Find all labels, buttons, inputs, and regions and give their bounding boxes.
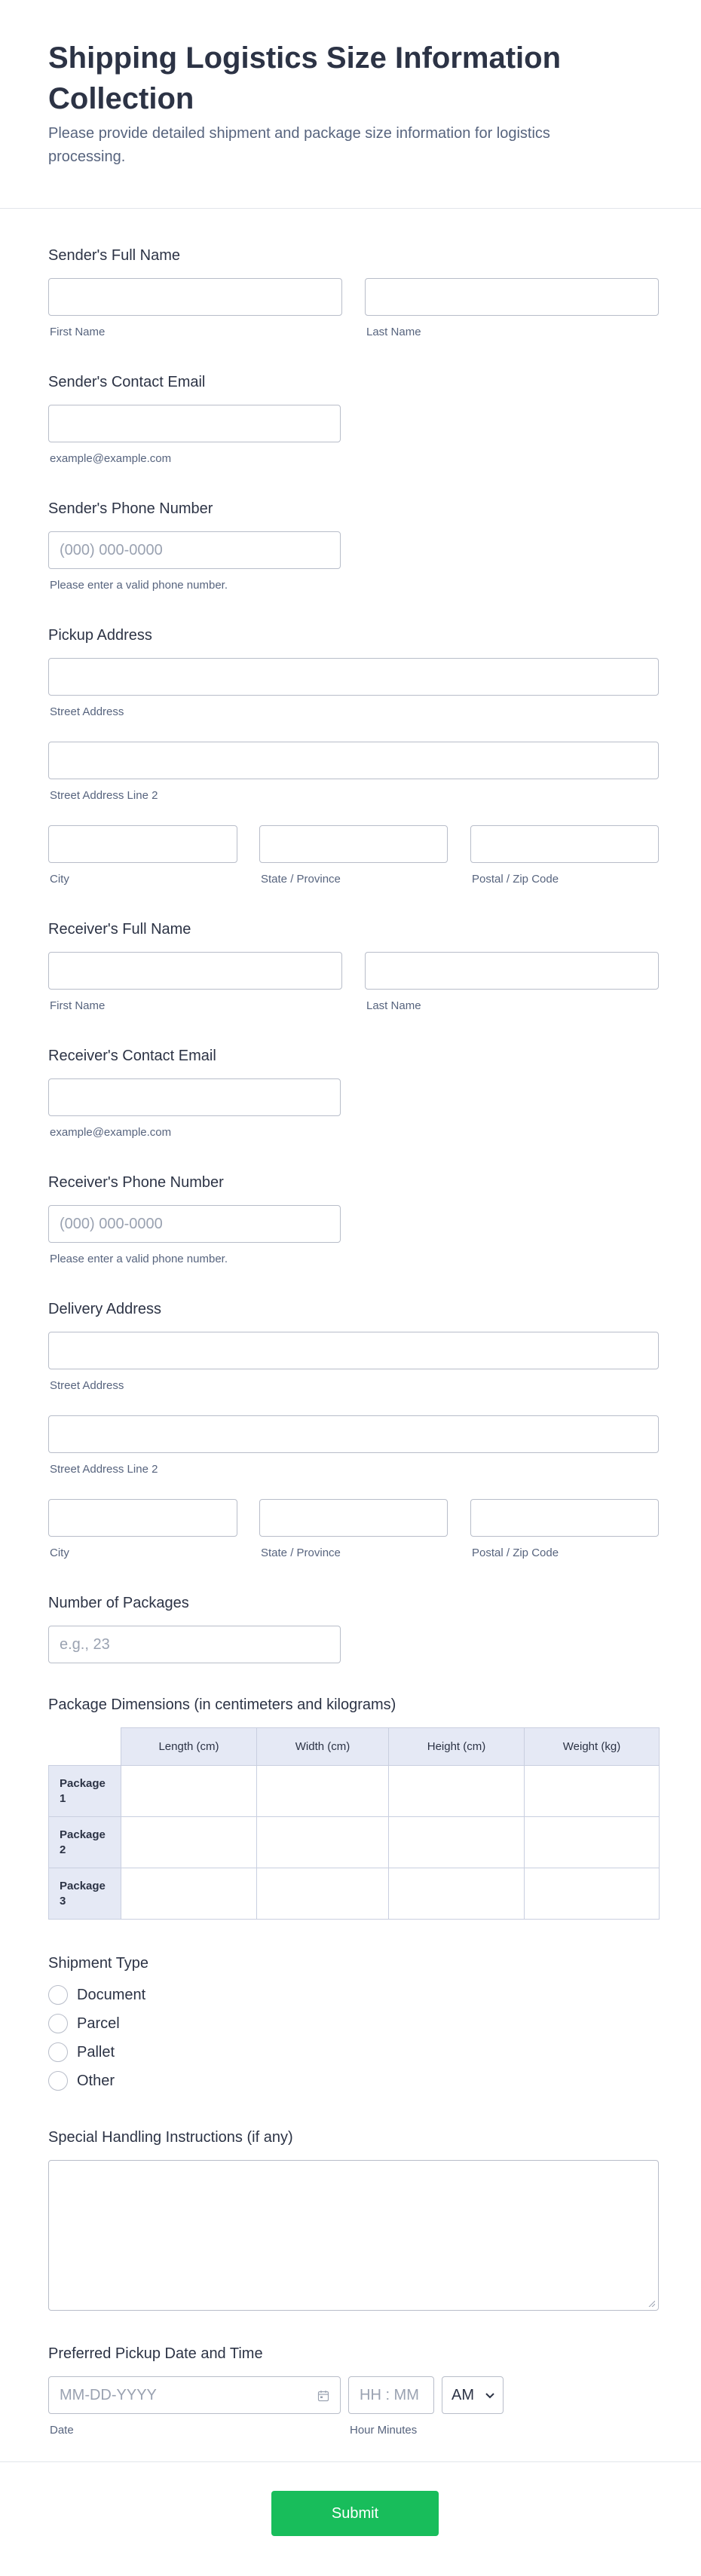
- pickup-address-field: [48, 626, 659, 644]
- num-packages-field: [48, 1594, 659, 1612]
- time-placeholder: HH : MM: [360, 2387, 419, 2403]
- pickup-state-input[interactable]: [259, 825, 448, 863]
- pickup-city-input[interactable]: [48, 825, 237, 863]
- matrix-corner: [49, 1728, 121, 1766]
- receiver-email-hint: example@example.com: [50, 1126, 172, 1139]
- delivery-zip-sub: Postal / Zip Code: [472, 1547, 559, 1559]
- form-header: [0, 0, 701, 209]
- sender-name-label: Sender's Full Name: [48, 247, 180, 264]
- special-handling-textarea[interactable]: [48, 2160, 659, 2311]
- delivery-street-input[interactable]: [48, 1332, 659, 1369]
- receiver-name-field: [48, 920, 659, 938]
- pickup-time-input[interactable]: [348, 2376, 434, 2414]
- sender-phone-hint: Please enter a valid phone number.: [50, 579, 228, 592]
- matrix-row-package-1: [49, 1766, 660, 1817]
- col-width: Width (cm): [257, 1728, 389, 1766]
- pickup-datetime-label: Preferred Pickup Date and Time: [48, 2345, 263, 2362]
- sender-last-name-input[interactable]: [365, 278, 659, 316]
- row-label-package-3: Package 3: [49, 1868, 121, 1920]
- cell-input[interactable]: [257, 1817, 389, 1868]
- sender-email-field: [48, 373, 659, 391]
- col-length: Length (cm): [121, 1728, 257, 1766]
- radio-label: Parcel: [77, 2015, 120, 2032]
- cell-input[interactable]: [121, 1766, 257, 1817]
- sender-phone-label: Sender's Phone Number: [48, 500, 213, 517]
- sender-email-label: Sender's Contact Email: [48, 374, 206, 390]
- cell-input[interactable]: [389, 1817, 525, 1868]
- matrix-header-row: [49, 1728, 660, 1766]
- sender-last-name-sub: Last Name: [366, 326, 421, 338]
- receiver-first-name-input[interactable]: [48, 952, 342, 990]
- radio-circle[interactable]: [48, 2014, 68, 2033]
- radio-circle[interactable]: [48, 1985, 68, 2005]
- cell-input[interactable]: [121, 1817, 257, 1868]
- pickup-date-input[interactable]: [48, 2376, 341, 2414]
- sender-phone-input[interactable]: [48, 531, 341, 569]
- pickup-state-sub: State / Province: [261, 873, 341, 886]
- num-packages-placeholder: e.g., 23: [60, 1636, 110, 1653]
- radio-label: Pallet: [77, 2044, 115, 2060]
- delivery-city-input[interactable]: [48, 1499, 237, 1537]
- cell-input[interactable]: [525, 1868, 660, 1920]
- special-handling-label: Special Handling Instructions (if any): [48, 2129, 293, 2146]
- date-sub: Date: [50, 2424, 74, 2437]
- receiver-phone-label: Receiver's Phone Number: [48, 1174, 224, 1191]
- delivery-city-sub: City: [50, 1547, 69, 1559]
- receiver-phone-hint: Please enter a valid phone number.: [50, 1253, 228, 1265]
- col-weight: Weight (kg): [525, 1728, 660, 1766]
- receiver-email-label: Receiver's Contact Email: [48, 1048, 216, 1064]
- pickup-zip-input[interactable]: [470, 825, 659, 863]
- receiver-phone-placeholder: (000) 000-0000: [60, 1216, 163, 1232]
- pickup-street-sub: Street Address: [50, 705, 124, 718]
- col-height: Height (cm): [389, 1728, 525, 1766]
- dimensions-label: Package Dimensions (in centimeters and kilograms): [48, 1696, 396, 1713]
- row-label-package-2: Package 2: [49, 1817, 121, 1868]
- delivery-address-label: Delivery Address: [48, 1301, 162, 1317]
- pickup-street-input[interactable]: [48, 658, 659, 696]
- row-label-package-1: Package 1: [49, 1766, 121, 1817]
- delivery-state-sub: State / Province: [261, 1547, 341, 1559]
- pickup-street2-input[interactable]: [48, 742, 659, 779]
- sender-email-hint: example@example.com: [50, 452, 172, 465]
- pickup-city-sub: City: [50, 873, 69, 886]
- matrix-row-package-2: [49, 1817, 660, 1868]
- sender-phone-placeholder: (000) 000-0000: [60, 542, 163, 558]
- ampm-select[interactable]: [442, 2376, 504, 2414]
- cell-input[interactable]: [525, 1817, 660, 1868]
- receiver-first-name-sub: First Name: [50, 999, 106, 1012]
- delivery-street2-input[interactable]: [48, 1415, 659, 1453]
- receiver-email-input[interactable]: [48, 1078, 341, 1116]
- special-handling-field: [48, 2128, 659, 2146]
- form-footer: [0, 2461, 701, 2576]
- pickup-datetime-field: [48, 2345, 659, 2363]
- delivery-state-input[interactable]: [259, 1499, 448, 1537]
- cell-input[interactable]: [257, 1868, 389, 1920]
- delivery-street2-sub: Street Address Line 2: [50, 1463, 158, 1476]
- form-description: Please provide detailed shipment and package size information for logistics processing.: [48, 125, 550, 165]
- radio-circle[interactable]: [48, 2071, 68, 2091]
- receiver-email-field: [48, 1047, 659, 1065]
- radio-circle[interactable]: [48, 2042, 68, 2062]
- calendar-icon[interactable]: [317, 2390, 329, 2402]
- receiver-phone-input[interactable]: [48, 1205, 341, 1243]
- sender-first-name-input[interactable]: [48, 278, 342, 316]
- cell-input[interactable]: [389, 1766, 525, 1817]
- sender-first-name-sub: First Name: [50, 326, 106, 338]
- shipment-type-field: [48, 1954, 659, 1972]
- sender-phone-field: [48, 500, 659, 518]
- dimensions-matrix: [48, 1727, 660, 1920]
- date-placeholder: MM-DD-YYYY: [60, 2387, 157, 2403]
- cell-input[interactable]: [257, 1766, 389, 1817]
- sender-email-input[interactable]: [48, 405, 341, 442]
- pickup-zip-sub: Postal / Zip Code: [472, 873, 559, 886]
- dimensions-field: [48, 1696, 659, 1714]
- receiver-name-label: Receiver's Full Name: [48, 921, 191, 938]
- delivery-address-field: [48, 1300, 659, 1318]
- receiver-last-name-input[interactable]: [365, 952, 659, 990]
- form-title: Shipping Logistics Size Information Collection: [48, 41, 562, 115]
- submit-button[interactable]: Submit: [271, 2491, 439, 2536]
- num-packages-input[interactable]: [48, 1626, 341, 1663]
- receiver-phone-field: [48, 1173, 659, 1192]
- pickup-street2-sub: Street Address Line 2: [50, 789, 158, 802]
- shipment-type-label: Shipment Type: [48, 1955, 149, 1972]
- receiver-last-name-sub: Last Name: [366, 999, 421, 1012]
- radio-label: Other: [77, 2073, 115, 2089]
- cell-input[interactable]: [121, 1868, 257, 1920]
- matrix-row-package-3: [49, 1868, 660, 1920]
- delivery-street-sub: Street Address: [50, 1379, 124, 1392]
- chevron-down-icon: [485, 2392, 495, 2400]
- resize-grip-icon[interactable]: [647, 2299, 655, 2307]
- delivery-zip-input[interactable]: [470, 1499, 659, 1537]
- cell-input[interactable]: [525, 1766, 660, 1817]
- ampm-value: AM: [452, 2387, 474, 2403]
- radio-label: Document: [77, 1987, 146, 2003]
- cell-input[interactable]: [389, 1868, 525, 1920]
- num-packages-label: Number of Packages: [48, 1595, 189, 1611]
- sender-name-field: [48, 246, 659, 265]
- pickup-address-label: Pickup Address: [48, 627, 152, 644]
- time-sub: Hour Minutes: [350, 2424, 418, 2437]
